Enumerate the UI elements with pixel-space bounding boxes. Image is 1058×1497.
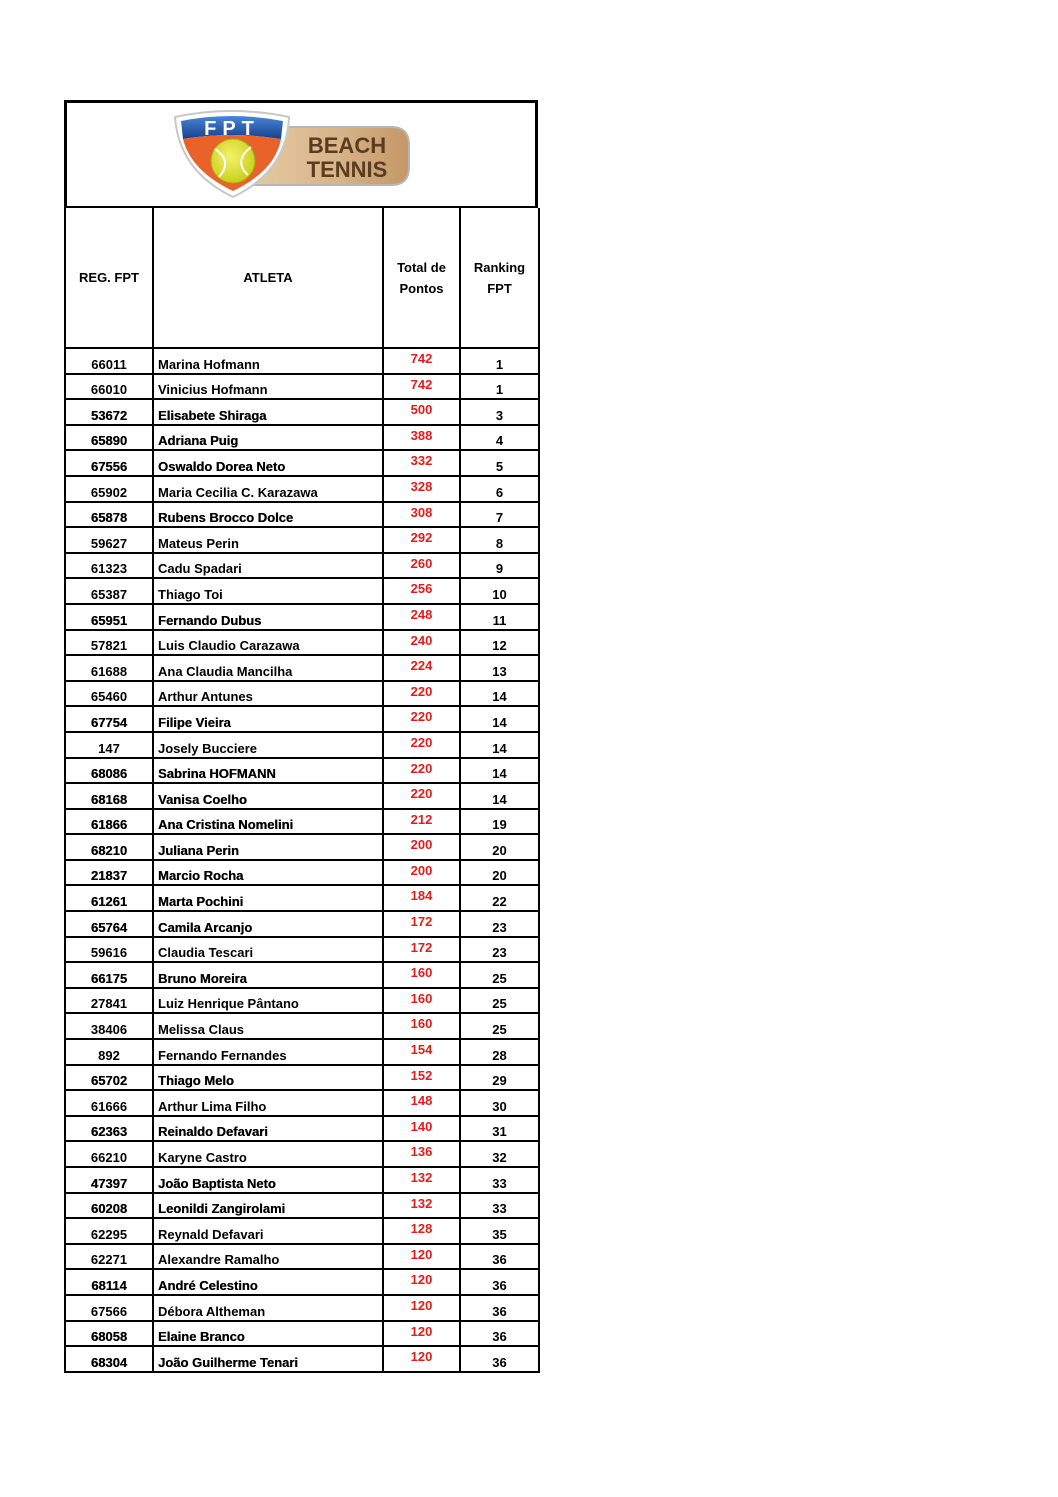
reg-cell: 66175 xyxy=(65,962,153,988)
athlete-name-cell: André Celestino xyxy=(153,1269,383,1295)
header-points-line2: Pontos xyxy=(399,280,444,296)
reg-cell: 47397 xyxy=(65,1167,153,1193)
reg-cell: 61261 xyxy=(65,885,153,911)
table-row xyxy=(65,988,539,1014)
ranking-cell: 19 xyxy=(460,809,539,835)
athlete-name-cell: Elaine Branco xyxy=(153,1321,383,1347)
table-row xyxy=(65,1090,539,1116)
points-cell: 742 xyxy=(383,348,460,374)
ranking-cell: 23 xyxy=(460,937,539,963)
points-cell: 140 xyxy=(383,1116,460,1142)
athlete-name-cell: Arthur Antunes xyxy=(153,681,383,707)
ranking-rows xyxy=(65,348,539,1372)
table-row xyxy=(65,1039,539,1065)
table-row xyxy=(65,937,539,963)
points-cell: 132 xyxy=(383,1193,460,1219)
header-points-line1: Total de xyxy=(397,259,446,275)
reg-cell: 66210 xyxy=(65,1141,153,1167)
ranking-cell: 36 xyxy=(460,1321,539,1347)
table-row xyxy=(65,450,539,476)
header-points xyxy=(383,208,460,348)
ranking-cell: 35 xyxy=(460,1218,539,1244)
ranking-cell: 29 xyxy=(460,1065,539,1091)
header-ranking-line2: FPT xyxy=(487,280,512,296)
reg-cell: 68086 xyxy=(65,758,153,784)
reg-cell: 61666 xyxy=(65,1090,153,1116)
ranking-cell: 6 xyxy=(460,476,539,502)
table-row xyxy=(65,1116,539,1142)
points-cell: 328 xyxy=(383,476,460,502)
table-row xyxy=(65,681,539,707)
ranking-cell: 1 xyxy=(460,348,539,374)
reg-cell: 59627 xyxy=(65,527,153,553)
table-row xyxy=(65,502,539,528)
ranking-cell: 7 xyxy=(460,502,539,528)
points-cell: 120 xyxy=(383,1346,460,1372)
athlete-name-cell: Melissa Claus xyxy=(153,1013,383,1039)
athlete-name-cell: Reinaldo Defavari xyxy=(153,1116,383,1142)
reg-cell: 59616 xyxy=(65,937,153,963)
ranking-cell: 3 xyxy=(460,399,539,425)
ranking-cell: 20 xyxy=(460,834,539,860)
ranking-cell: 9 xyxy=(460,553,539,579)
table-row xyxy=(65,783,539,809)
ranking-cell: 33 xyxy=(460,1167,539,1193)
header-athlete-label: ATLETA xyxy=(243,270,293,285)
points-cell: 260 xyxy=(383,553,460,579)
table-row xyxy=(65,1269,539,1295)
ranking-sheet xyxy=(64,100,538,1373)
ranking-cell: 31 xyxy=(460,1116,539,1142)
reg-cell: 38406 xyxy=(65,1013,153,1039)
header-ranking xyxy=(460,208,539,348)
athlete-name-cell: Mateus Perin xyxy=(153,527,383,553)
athlete-name-cell: João Baptista Neto xyxy=(153,1167,383,1193)
athlete-name-cell: Bruno Moreira xyxy=(153,962,383,988)
athlete-name-cell: Adriana Puig xyxy=(153,425,383,451)
table-row xyxy=(65,732,539,758)
header-reg xyxy=(65,208,153,348)
reg-cell: 65387 xyxy=(65,578,153,604)
ranking-cell: 5 xyxy=(460,450,539,476)
reg-cell: 68058 xyxy=(65,1321,153,1347)
athlete-name-cell: Fernando Dubus xyxy=(153,604,383,630)
points-cell: 160 xyxy=(383,1013,460,1039)
points-cell: 212 xyxy=(383,809,460,835)
reg-cell: 67566 xyxy=(65,1295,153,1321)
reg-cell: 62363 xyxy=(65,1116,153,1142)
ranking-cell: 14 xyxy=(460,706,539,732)
athlete-name-cell: Oswaldo Dorea Neto xyxy=(153,450,383,476)
athlete-name-cell: Marta Pochini xyxy=(153,885,383,911)
ranking-cell: 14 xyxy=(460,758,539,784)
table-row xyxy=(65,374,539,400)
ranking-table xyxy=(64,208,540,1373)
reg-cell: 66010 xyxy=(65,374,153,400)
points-cell: 742 xyxy=(383,374,460,400)
athlete-name-cell: Reynald Defavari xyxy=(153,1218,383,1244)
table-row xyxy=(65,911,539,937)
table-row xyxy=(65,527,539,553)
reg-cell: 62271 xyxy=(65,1244,153,1270)
points-cell: 256 xyxy=(383,578,460,604)
reg-cell: 27841 xyxy=(65,988,153,1014)
athlete-name-cell: Ana Claudia Mancilha xyxy=(153,655,383,681)
points-cell: 128 xyxy=(383,1218,460,1244)
ranking-cell: 25 xyxy=(460,988,539,1014)
reg-cell: 60208 xyxy=(65,1193,153,1219)
athlete-name-cell: Elisabete Shiraga xyxy=(153,399,383,425)
ranking-cell: 14 xyxy=(460,681,539,707)
points-cell: 240 xyxy=(383,630,460,656)
reg-cell: 53672 xyxy=(65,399,153,425)
points-cell: 224 xyxy=(383,655,460,681)
athlete-name-cell: Filipe Vieira xyxy=(153,706,383,732)
points-cell: 292 xyxy=(383,527,460,553)
athlete-name-cell: Marina Hofmann xyxy=(153,348,383,374)
reg-cell: 65951 xyxy=(65,604,153,630)
reg-cell: 68304 xyxy=(65,1346,153,1372)
table-row xyxy=(65,1218,539,1244)
points-cell: 160 xyxy=(383,988,460,1014)
points-cell: 220 xyxy=(383,681,460,707)
fpt-beach-tennis-logo xyxy=(171,109,411,201)
ranking-cell: 25 xyxy=(460,962,539,988)
table-row xyxy=(65,1244,539,1270)
ranking-cell: 33 xyxy=(460,1193,539,1219)
reg-cell: 65890 xyxy=(65,425,153,451)
points-cell: 308 xyxy=(383,502,460,528)
points-cell: 148 xyxy=(383,1090,460,1116)
points-cell: 184 xyxy=(383,885,460,911)
logo-header xyxy=(64,100,538,208)
athlete-name-cell: Cadu Spadari xyxy=(153,553,383,579)
athlete-name-cell: Camila Arcanjo xyxy=(153,911,383,937)
table-row xyxy=(65,834,539,860)
reg-cell: 65902 xyxy=(65,476,153,502)
points-cell: 220 xyxy=(383,732,460,758)
reg-cell: 147 xyxy=(65,732,153,758)
table-row xyxy=(65,1167,539,1193)
table-row xyxy=(65,1321,539,1347)
ranking-cell: 36 xyxy=(460,1244,539,1270)
ranking-cell: 11 xyxy=(460,604,539,630)
points-cell: 132 xyxy=(383,1167,460,1193)
table-row xyxy=(65,860,539,886)
athlete-name-cell: Sabrina HOFMANN xyxy=(153,758,383,784)
reg-cell: 67556 xyxy=(65,450,153,476)
ranking-cell: 12 xyxy=(460,630,539,656)
table-row xyxy=(65,655,539,681)
table-row xyxy=(65,348,539,374)
points-cell: 160 xyxy=(383,962,460,988)
points-cell: 120 xyxy=(383,1244,460,1270)
reg-cell: 21837 xyxy=(65,860,153,886)
reg-cell: 66011 xyxy=(65,348,153,374)
reg-cell: 61688 xyxy=(65,655,153,681)
table-row xyxy=(65,1346,539,1372)
athlete-name-cell: Ana Cristina Nomelini xyxy=(153,809,383,835)
athlete-name-cell: Maria Cecilia C. Karazawa xyxy=(153,476,383,502)
reg-cell: 65460 xyxy=(65,681,153,707)
table-row xyxy=(65,809,539,835)
ranking-cell: 14 xyxy=(460,783,539,809)
points-cell: 332 xyxy=(383,450,460,476)
points-cell: 172 xyxy=(383,911,460,937)
ranking-cell: 22 xyxy=(460,885,539,911)
points-cell: 120 xyxy=(383,1269,460,1295)
athlete-name-cell: Débora Altheman xyxy=(153,1295,383,1321)
athlete-name-cell: Thiago Toi xyxy=(153,578,383,604)
points-cell: 136 xyxy=(383,1141,460,1167)
athlete-name-cell: Vanisa Coelho xyxy=(153,783,383,809)
points-cell: 154 xyxy=(383,1039,460,1065)
ranking-cell: 28 xyxy=(460,1039,539,1065)
athlete-name-cell: Vinicius Hofmann xyxy=(153,374,383,400)
reg-cell: 65764 xyxy=(65,911,153,937)
logo-line-tennis: TENNIS xyxy=(306,157,388,182)
points-cell: 200 xyxy=(383,860,460,886)
points-cell: 388 xyxy=(383,425,460,451)
table-row xyxy=(65,1065,539,1091)
table-row xyxy=(65,706,539,732)
table-row xyxy=(65,1013,539,1039)
athlete-name-cell: Alexandre Ramalho xyxy=(153,1244,383,1270)
table-row xyxy=(65,962,539,988)
ranking-cell: 32 xyxy=(460,1141,539,1167)
ranking-cell: 25 xyxy=(460,1013,539,1039)
ranking-cell: 4 xyxy=(460,425,539,451)
table-row xyxy=(65,1295,539,1321)
ranking-cell: 36 xyxy=(460,1269,539,1295)
athlete-name-cell: Leonildi Zangirolami xyxy=(153,1193,383,1219)
points-cell: 120 xyxy=(383,1295,460,1321)
table-row xyxy=(65,758,539,784)
athlete-name-cell: Fernando Fernandes xyxy=(153,1039,383,1065)
athlete-name-cell: João Guilherme Tenari xyxy=(153,1346,383,1372)
header-ranking-line1: Ranking xyxy=(473,259,526,275)
points-cell: 172 xyxy=(383,937,460,963)
ranking-cell: 36 xyxy=(460,1346,539,1372)
points-cell: 248 xyxy=(383,604,460,630)
header-reg-label: REG. FPT xyxy=(79,270,139,285)
table-row xyxy=(65,578,539,604)
logo-line-beach: BEACH xyxy=(307,133,387,158)
athlete-name-cell: Claudia Tescari xyxy=(153,937,383,963)
ranking-cell: 13 xyxy=(460,655,539,681)
table-row xyxy=(65,425,539,451)
table-row xyxy=(65,1193,539,1219)
reg-cell: 57821 xyxy=(65,630,153,656)
athlete-name-cell: Marcio Rocha xyxy=(153,860,383,886)
ranking-cell: 36 xyxy=(460,1295,539,1321)
ranking-cell: 30 xyxy=(460,1090,539,1116)
athlete-name-cell: Arthur Lima Filho xyxy=(153,1090,383,1116)
table-row xyxy=(65,885,539,911)
athlete-name-cell: Josely Bucciere xyxy=(153,732,383,758)
ranking-cell: 14 xyxy=(460,732,539,758)
reg-cell: 62295 xyxy=(65,1218,153,1244)
reg-cell: 61866 xyxy=(65,809,153,835)
header-athlete xyxy=(153,208,383,348)
points-cell: 120 xyxy=(383,1321,460,1347)
athlete-name-cell: Luis Claudio Carazawa xyxy=(153,630,383,656)
reg-cell: 61323 xyxy=(65,553,153,579)
athlete-name-cell: Karyne Castro xyxy=(153,1141,383,1167)
reg-cell: 65702 xyxy=(65,1065,153,1091)
reg-cell: 68210 xyxy=(65,834,153,860)
ranking-cell: 23 xyxy=(460,911,539,937)
points-cell: 220 xyxy=(383,783,460,809)
table-row xyxy=(65,476,539,502)
table-row xyxy=(65,1141,539,1167)
table-row xyxy=(65,604,539,630)
ranking-cell: 20 xyxy=(460,860,539,886)
points-cell: 152 xyxy=(383,1065,460,1091)
ranking-cell: 1 xyxy=(460,374,539,400)
reg-cell: 67754 xyxy=(65,706,153,732)
ranking-cell: 10 xyxy=(460,578,539,604)
reg-cell: 892 xyxy=(65,1039,153,1065)
athlete-name-cell: Thiago Melo xyxy=(153,1065,383,1091)
table-row xyxy=(65,399,539,425)
points-cell: 500 xyxy=(383,399,460,425)
table-row xyxy=(65,553,539,579)
reg-cell: 68168 xyxy=(65,783,153,809)
ranking-cell: 8 xyxy=(460,527,539,553)
reg-cell: 68114 xyxy=(65,1269,153,1295)
athlete-name-cell: Rubens Brocco Dolce xyxy=(153,502,383,528)
points-cell: 200 xyxy=(383,834,460,860)
points-cell: 220 xyxy=(383,758,460,784)
athlete-name-cell: Luiz Henrique Pântano xyxy=(153,988,383,1014)
header-row xyxy=(65,208,539,348)
table-row xyxy=(65,630,539,656)
athlete-name-cell: Juliana Perin xyxy=(153,834,383,860)
reg-cell: 65878 xyxy=(65,502,153,528)
points-cell: 220 xyxy=(383,706,460,732)
logo-badge-text: FPT xyxy=(204,118,260,140)
